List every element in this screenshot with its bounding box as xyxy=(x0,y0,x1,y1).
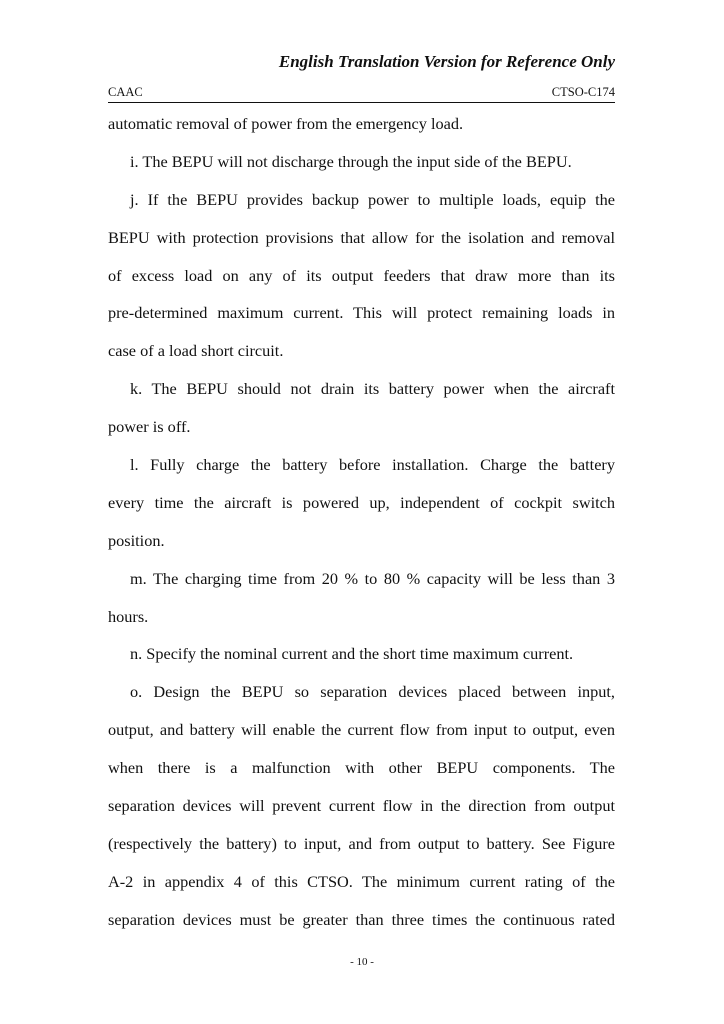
text-line: j. If the BEPU provides backup power to multiple loads, equip the xyxy=(130,189,615,209)
text-line: BEPU with protection provisions that allow for the isolation and removal xyxy=(108,227,615,247)
text-line: case of a load short circuit. xyxy=(108,341,284,361)
text-line: of excess load on any of its output feeders that draw more than its xyxy=(108,265,615,285)
text-line: k. The BEPU should not drain its battery power when the aircraft xyxy=(130,379,615,399)
text-line: every time the aircraft is powered up, independent of cockpit switch xyxy=(108,492,615,512)
text-line: A-2 in appendix 4 of this CTSO. The minimum current rating of the xyxy=(108,871,615,891)
text-line: output, and battery will enable the current flow from input to output, even xyxy=(108,720,615,740)
text-line: m. The charging time from 20 % to 80 % capacity will be less than 3 xyxy=(130,568,615,588)
text-line: o. Design the BEPU so separation devices placed between input, xyxy=(130,682,615,702)
text-line: when there is a malfunction with other BEPU components. The xyxy=(108,758,615,778)
text-line: power is off. xyxy=(108,417,191,437)
text-line: (respectively the battery) to input, and from output to battery. See Figure xyxy=(108,833,615,853)
body-text xyxy=(108,105,615,939)
text-line: automatic removal of power from the emergency load. xyxy=(108,114,464,133)
running-header xyxy=(108,85,615,103)
header-document-id: CTSO-C174 xyxy=(551,85,615,99)
text-line: l. Fully charge the battery before installation. Charge the battery xyxy=(130,455,615,475)
text-line: separation devices will prevent current flow in the direction from output xyxy=(108,796,615,816)
text-line: i. The BEPU will not discharge through the input side of the BEPU. xyxy=(130,151,572,171)
text-line: hours. xyxy=(108,606,149,626)
text-line: separation devices must be greater than three times the continuous rated xyxy=(108,909,615,929)
text-line: pre-determined maximum current. This will protect remaining loads in xyxy=(108,303,615,323)
text-line: position. xyxy=(108,530,165,550)
page-number: - 10 - xyxy=(350,956,374,968)
text-line: n. Specify the nominal current and the short time maximum current. xyxy=(130,644,574,664)
document-watermark-title: English Translation Version for Reference Only xyxy=(278,52,615,71)
header-organization: CAAC xyxy=(108,85,143,99)
